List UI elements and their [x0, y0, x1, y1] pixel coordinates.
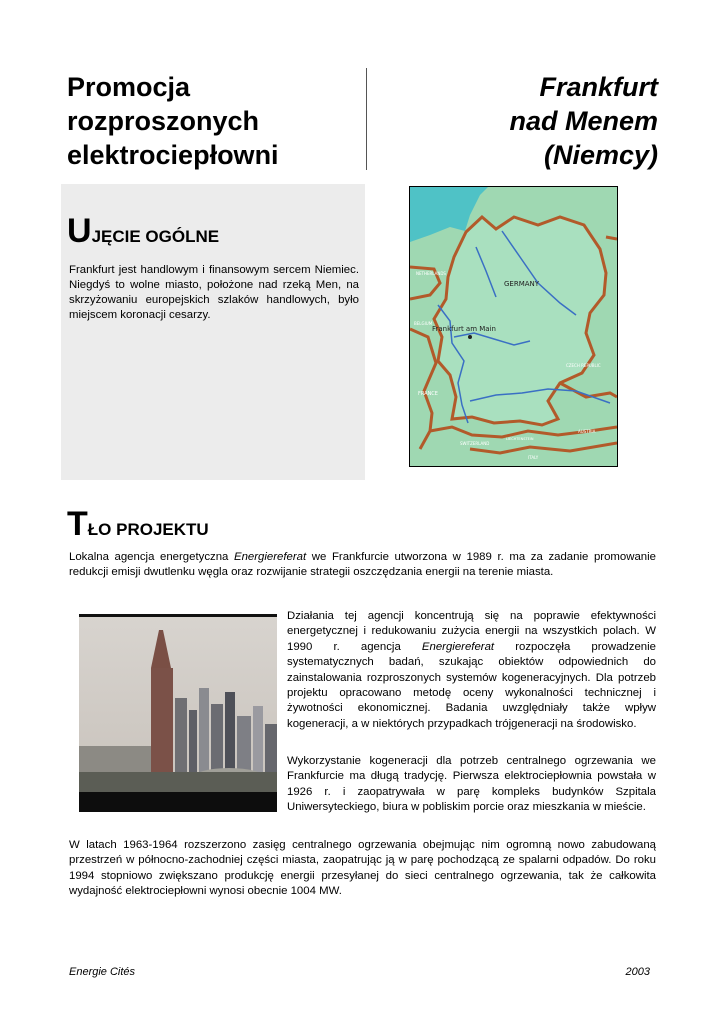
background-heading — [67, 505, 209, 544]
photo-trees — [79, 772, 277, 792]
footer-year: 2003 — [625, 966, 650, 978]
building-8 — [265, 724, 277, 780]
messeturm-tower — [151, 668, 173, 780]
skyline-svg — [79, 614, 277, 812]
title-left-line-1: Promocja — [67, 72, 191, 102]
background-intro-part2: we Frankfurcie utworzona w 1989 r. ma za zadanie promowanie redukcji emisji dwutlenku węgla oraz rozwijanie strategii oszczędzania energii na terenie miasta. — [69, 551, 656, 579]
background-p1-part1: Działania tej agencji koncentrują się na poprawie efektywności energetycznej i redukowaniu zużycia energii na wszystkich polach. W 1990 r. agencja — [287, 610, 656, 653]
building-1 — [175, 698, 187, 778]
page-title-left — [67, 70, 347, 172]
map-frankfurt-marker — [468, 335, 472, 339]
map-label-austria: AUSTRIA — [578, 429, 596, 434]
map-label-switzerland: SWITZERLAND — [460, 441, 490, 446]
title-left-line-3: elektrociepłowni — [67, 140, 279, 170]
background-intro-part1: Lokalna agencja energetyczna — [69, 551, 234, 563]
building-7 — [253, 706, 263, 780]
title-right-line-3: (Niemcy) — [543, 140, 658, 170]
background-intro — [69, 550, 656, 581]
map-label-italy: ITALY — [528, 455, 539, 460]
background-p1-part2: rozpoczęła prowadzenie systematycznych badań, szukając obiektów odpowiednich do zainstalowania rozproszonych systemów kogeneracyjnych. Dla potrzeb projektu opracowano metodę oceny wykonalności technicznej i żywotności ekonomicznej. Badania uwzględniały także wpływ kogeneracji, a w niektórych przypadkach trójgeneracji na środowisko. — [287, 640, 656, 730]
photo-top-border — [79, 614, 277, 617]
overview-text: Frankfurt jest handlowym i finansowym sercem Niemiec. Niegdyś to wolne miasto, położone nad rzeką Men, na skrzyżowaniu europejskich szlaków handlowych, było miejscem koronacji cesarzy. — [69, 264, 359, 321]
footer-publisher: Energie Cités — [69, 966, 136, 978]
map-label-czech: CZECH REPUBLIC — [566, 363, 601, 368]
building-3 — [199, 688, 209, 780]
germany-map-svg — [410, 187, 617, 466]
map-label-france: FRANCE — [418, 391, 438, 397]
page-title-right — [400, 70, 658, 172]
background-paragraph-1 — [287, 609, 656, 732]
title-left-line-2: rozproszonych — [67, 106, 260, 136]
map-label-liechtenstein: LIECHTENSTEIN — [506, 437, 534, 441]
map-label-frankfurt: Frankfurt am Main — [432, 325, 496, 333]
title-divider — [366, 68, 367, 170]
building-5 — [225, 692, 235, 780]
overview-heading-rest: JĘCIE OGÓLNE — [91, 227, 220, 246]
title-right-line-2: nad Menem — [509, 106, 658, 136]
frankfurt-skyline-photo — [79, 614, 277, 812]
germany-map — [409, 186, 618, 467]
photo-bottom-band — [79, 792, 277, 812]
background-intro-agency: Energiereferat — [234, 551, 307, 563]
building-2 — [189, 710, 197, 780]
map-label-germany: GERMANY — [504, 280, 540, 288]
map-label-belgium: BELGIUM — [414, 321, 433, 326]
map-border-ne — [606, 237, 617, 239]
background-paragraph-3: W latach 1963-1964 rozszerzono zasięg centralnego ogrzewania obejmując nim ogromną nowo zabudowaną przestrzeń w północno-zachodniej części miasta, zaopatrując ją w parę pochodzącą ze spalarni odpadów. Do roku 1994 stopniowo zwiększano produkcję energii przesyłanej do sieci centralnego ogrzewania, tak że całkowita wydajność elektrociepłowni wynosi obecnie 1004 MW. — [69, 839, 656, 898]
map-label-netherlands: NETHERLANDS — [416, 271, 446, 276]
background-heading-initial: T — [67, 505, 88, 543]
title-right-line-1: Frankfurt — [539, 72, 658, 102]
overview-heading — [67, 212, 219, 251]
background-p1-agency: Energiereferat — [421, 640, 495, 653]
background-heading-rest: ŁO PROJEKTU — [87, 520, 209, 539]
overview-heading-initial: U — [67, 212, 92, 250]
background-paragraph-2: Wykorzystanie kogeneracji dla potrzeb centralnego ogrzewania we Frankfurcie ma długą tradycję. Pierwsza elektrociepłownia powstała w 1926 r. i zaopatrywała w parę kompleks budynków Szpitala Uniwersyteckiego, biura w pobliskim porcie oraz mieszkania w mieście. — [287, 755, 656, 814]
